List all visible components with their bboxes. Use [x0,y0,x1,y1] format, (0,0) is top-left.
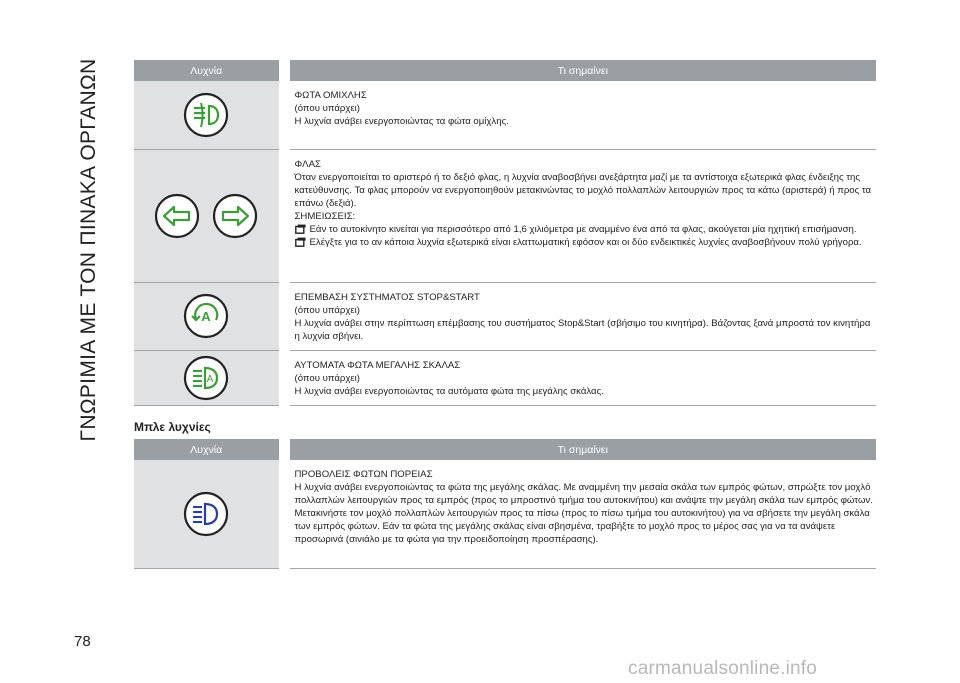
auto-high-beam-icon [183,355,229,401]
note-icon [295,224,306,234]
table-header [134,60,876,81]
right-arrow-icon [212,193,258,239]
svg-text:A: A [201,309,211,324]
description-fog-lights: ΦΩΤΑ ΟΜΙΧΛΗΣ (όπου υπάρχει) Η λυχνία ανάβει ενεργοποιώντας τα φώτα ομίχλης. [284,81,876,149]
left-arrow-icon [154,193,200,239]
icon-cell [134,149,284,282]
icon-cell [134,282,284,350]
start-stop-icon [183,293,229,339]
description-auto-high-beam: ΑΥΤΟΜΑΤΑ ΦΩΤΑ ΜΕΓΑΛΗΣ ΣΚΑΛΑΣ (όπου υπάρχει) Η λυχνία ανάβει ενεργοποιώντας τα αυτόματα φώτα της μεγάλης σκάλας. [284,350,876,405]
description-start-stop: ΕΠΕΜΒΑΣΗ ΣΥΣΤΗΜΑΤΟΣ STOP&START (όπου υπάρχει) Η λυχνία ανάβει στην περίπτωση επέμβασης του συστήματος Stop&Start (σβήσιμο του κινητήρα). Βάζοντας ξανά μπροστά τον κινητήρα η λυχνία σβήνει. [284,282,876,350]
table-row [134,282,876,350]
header-lamp: Λυχνία [134,60,284,81]
note-item: Ελέγξτε για το αν κάποια λυχνία εξωτερικά είναι ελαττωματική εφόσον και οι δύο ενδεικτικές λυχνίες αναβοσβήνουν πολύ γρήγορα. [295,236,875,249]
header-meaning: Τι σημαίνει [284,439,876,460]
section-title-blue-lights: Μπλε λυχνίες [134,420,211,434]
table-row [134,149,876,282]
table-header [134,439,876,460]
note-icon [295,237,306,247]
page-number: 78 [74,633,91,650]
icon-cell [134,81,284,149]
description-turn-signals: ΦΛΑΣ Όταν ενεργοποιείται το αριστερό ή το δεξιό φλας, η λυχνία αναβοσβήνει ανεξάρτητα μαζί με τα αντίστοιχα εξωτερικά φλας ένδειξης της κατεύθυνσης. Τα φλας μπορούν να ενεργοποιηθούν μετακινώντας το μοχλό πολλαπλών λειτουργιών προς τα κάτω (αριστερά) ή προς τα επάνω (δεξιά). ΣΗΜΕΙΩΣΕΙΣ: Εάν το αυτοκίνητο κινείται για περισσότερο από 1,6 χιλιόμετρα με αναμμένο ένα από τα φλας, ακούγεται μία ηχητική επισήμανση. Ελέγξτε για το αν κάποια λυχνία εξωτερικά είναι ελαττωματική εφόσον και οι δύο ενδεικτικές λυχνίες αναβοσβήνουν πολύ γρήγορα. [284,149,876,282]
note-item: Εάν το αυτοκίνητο κινείται για περισσότερο από 1,6 χιλιόμετρα με αναμμένο ένα από τα φλας, ακούγεται μία ηχητική επισήμανση. [295,223,875,236]
icon-cell [134,350,284,405]
header-lamp: Λυχνία [134,439,284,460]
header-meaning: Τι σημαίνει [284,60,876,81]
high-beam-icon [183,491,229,537]
icon-cell [134,460,284,568]
watermark: carmanualsonline.info [628,658,818,679]
svg-text:A: A [206,373,214,385]
table-row [134,350,876,405]
table-row [134,81,876,149]
front-fog-light-icon [183,92,229,138]
warning-lights-table [134,60,876,406]
chapter-title: ΓΝΩΡΙΜΙΑ ΜΕ ΤΟΝ ΠΙΝΑΚΑ ΟΡΓΑΝΩΝ [77,58,100,442]
table-row [134,460,876,568]
description-high-beam: ΠΡΟΒΟΛΕΙΣ ΦΩΤΩΝ ΠΟΡΕΙΑΣ Η λυχνία ανάβει ενεργοποιώντας τα φώτα της μεγάλης σκάλας. Με αναμμένη την μεσαία σκάλα των εμπρός φώτων, σπρώξτε τον μοχλό πολλαπλών λειτουργιών προς τα εμπρός (προς το μπροστινό τμήμα του αυτοκινήτου) και ανάψτε την μεγάλη σκάλα των εμπρός φώτων. Μετακινήστε τον μοχλό πολλαπλών λειτουργιών προς τα πίσω (προς το πίσω τμήμα του αυτοκινήτου) για να σβήσετε την μεγάλη σκάλα των εμπρός φώτων. Εάν τα φώτα της μεγάλης σκάλας είναι σβησμένα, τραβήξτε το μοχλό προς το μέρος σας για να τα ανάψετε προσωρινά (σινιάλο με τα φώτα για την προειδοποίηση προσπέρασης). [284,460,876,568]
blue-lights-table [134,439,876,569]
